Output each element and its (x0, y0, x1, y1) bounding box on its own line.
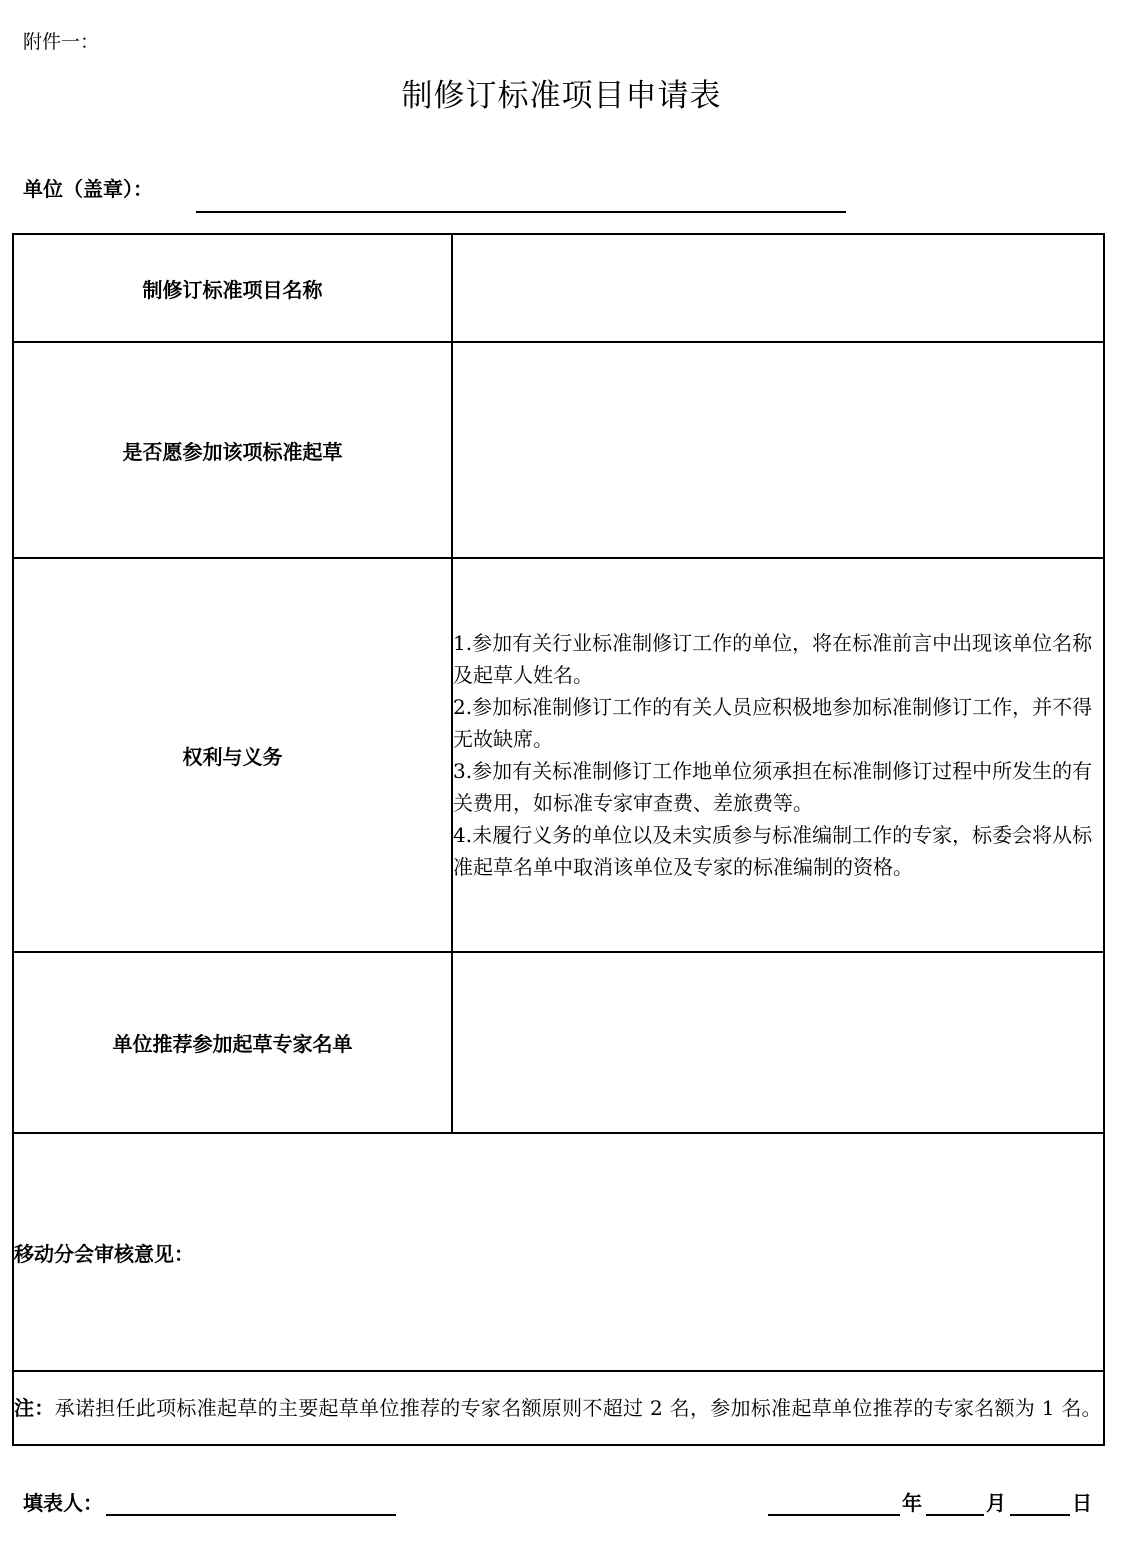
note-cell (13, 1371, 1104, 1445)
attachment-label: 附件一： (23, 31, 100, 53)
note-label: 注： (14, 1396, 55, 1420)
application-form-table (12, 233, 1105, 1446)
participate-drafting-label: 是否愿参加该项标准起草 (13, 342, 452, 558)
table-row (13, 1133, 1104, 1371)
month-label: 月 (986, 1491, 1006, 1515)
day-field[interactable] (1010, 1514, 1070, 1516)
rights-duties-label: 权利与义务 (13, 558, 452, 952)
duty-item: 3.参加有关标准制修订工作地单位须承担在标准制修订过程中所发生的有关费用，如标准专家审查费、差旅费等。 (453, 759, 1093, 815)
table-row (13, 342, 1104, 558)
filler-label: 填表人： (23, 1491, 103, 1515)
unit-seal-label: 单位（盖章）： (23, 177, 153, 201)
review-opinion-cell[interactable] (13, 1133, 1104, 1371)
duty-item: 4.未履行义务的单位以及未实质参与标准编制工作的专家，标委会将从标准起草名单中取消该单位及专家的标准编制的资格。 (453, 823, 1093, 879)
project-name-field[interactable] (452, 234, 1104, 342)
expert-list-field[interactable] (452, 952, 1104, 1133)
year-label: 年 (902, 1491, 922, 1515)
table-row (13, 234, 1104, 342)
duty-item: 2.参加标准制修订工作的有关人员应积极地参加标准制修订工作，并不得无故缺席。 (453, 695, 1093, 751)
page-title: 制修订标准项目申请表 (401, 78, 722, 114)
review-opinion-label: 移动分会审核意见： (14, 1241, 194, 1266)
filler-field[interactable] (106, 1514, 396, 1516)
table-row (13, 952, 1104, 1133)
project-name-label: 制修订标准项目名称 (13, 234, 452, 342)
year-field[interactable] (768, 1514, 900, 1516)
day-label: 日 (1072, 1491, 1092, 1515)
rights-duties-content (452, 558, 1104, 952)
table-row (13, 1371, 1104, 1445)
unit-seal-field[interactable] (196, 211, 846, 213)
table-row (13, 558, 1104, 952)
note-text: 承诺担任此项标准起草的主要起草单位推荐的专家名额原则不超过 2 名，参加标准起草单位推荐的专家名额为 1 名。 (54, 1396, 1102, 1420)
expert-list-label: 单位推荐参加起草专家名单 (13, 952, 452, 1133)
duty-item: 1.参加有关行业标准制修订工作的单位，将在标准前言中出现该单位名称及起草人姓名。 (453, 631, 1093, 687)
month-field[interactable] (926, 1514, 984, 1516)
participate-drafting-field[interactable] (452, 342, 1104, 558)
